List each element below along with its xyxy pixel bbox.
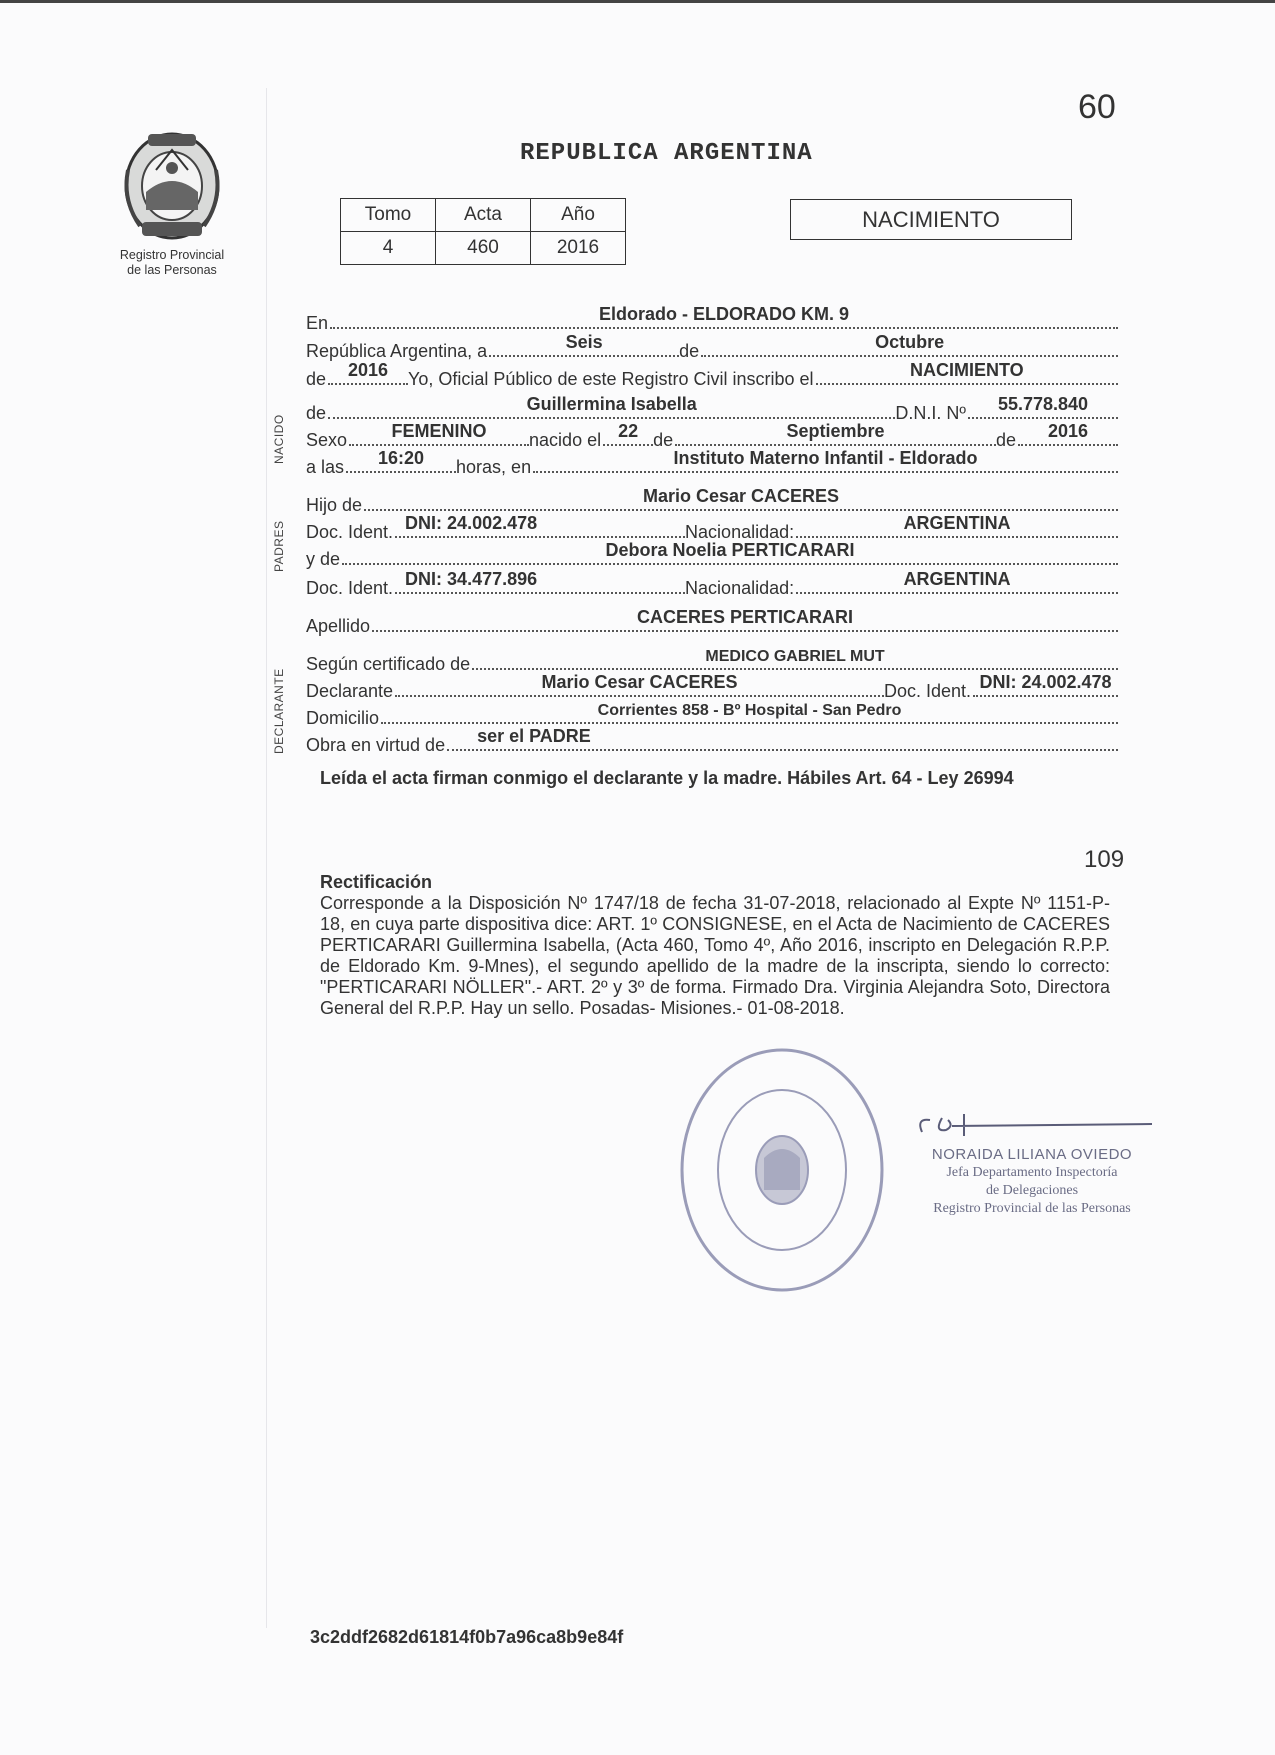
signatory-org: Registro Provincial de las Personas	[933, 1201, 1131, 1216]
field-label: Doc. Ident.	[306, 578, 394, 598]
field-hora	[306, 448, 1118, 478]
side-label-declarante: DECLARANTE	[272, 668, 286, 754]
field-value: MEDICO GABRIEL MUT	[705, 648, 885, 665]
field-value: Eldorado - ELDORADO KM. 9	[599, 304, 850, 324]
field-label: Yo, Oficial Público de este Registro Civil inscribo el	[408, 369, 814, 389]
field-value: 2016	[1047, 421, 1089, 441]
registry-logo	[112, 130, 232, 278]
field-label: de	[306, 369, 327, 389]
page-title: REPUBLICA ARGENTINA	[520, 140, 813, 167]
table-value-row	[341, 232, 626, 265]
field-value: Seis	[565, 332, 603, 352]
official-stamp	[672, 1040, 892, 1305]
field-value: NACIMIENTO	[909, 360, 1024, 380]
provincia-misiones-seal-icon	[120, 130, 224, 242]
field-label: En	[306, 313, 329, 333]
side-label-nacido: NACIDO	[272, 414, 286, 464]
field-value: Mario Cesar CACERES	[642, 486, 840, 506]
field-label: Doc. Ident.	[306, 522, 394, 542]
field-value: Octubre	[875, 332, 945, 352]
field-value: FEMENINO	[391, 421, 487, 441]
field-domicilio	[306, 702, 1118, 729]
rectificacion-text: Corresponde a la Disposición Nº 1747/18 de fecha 31-07-2018, relacionado al Expte Nº 1151-P-18, en cuya parte dispositiva dice: ART. 1º CONSIGNESE, en el Acta de Nacimiento de CACERES PERTICARARI Guillermina Isabella, (Acta 460, Tomo 4º, Año 2016, inscripto en Delegación R.P.P. de Eldorado Km. 9-Mnes), el segundo apellido de la madre de la inscripta, siendo lo correcto: "PERTICARARI NÖLLER".- ART. 2º y 3º de forma. Firmado Dra. Virginia Alejandra Soto, Directora General del R.P.P. Hay un sello. Posadas- Misiones.- 01-08-2018.	[320, 893, 1110, 1018]
field-label: y de	[306, 549, 341, 569]
field-label: Nacionalidad:	[685, 578, 795, 598]
field-label: horas, en	[456, 457, 532, 477]
header-acta: Acta	[436, 199, 531, 232]
margin-rule	[266, 88, 267, 1628]
header-anio: Año	[531, 199, 626, 232]
field-madre	[306, 540, 1118, 570]
field-label: de	[306, 403, 327, 423]
field-fecha	[306, 332, 1118, 362]
field-value: DNI: 34.477.896	[405, 569, 538, 589]
logo-caption	[112, 248, 232, 278]
field-label: Nacionalidad:	[685, 522, 795, 542]
handwritten-signature-icon	[912, 1112, 1152, 1142]
signatory-name: NORAIDA LILIANA OVIEDO	[931, 1146, 1133, 1163]
page-number-secondary: 109	[1084, 846, 1125, 873]
field-label: Según certificado de	[306, 654, 471, 674]
field-declarante	[306, 672, 1118, 702]
field-value: Debora Noelia PERTICARARI	[605, 540, 855, 560]
field-value: CACERES PERTICARARI	[637, 607, 854, 627]
field-value: 16:20	[378, 448, 425, 468]
field-en	[306, 304, 1118, 334]
document-hash: 3c2ddf2682d61814f0b7a96ca8b9e84f	[310, 1627, 624, 1647]
field-label: República Argentina, a	[306, 341, 488, 361]
field-value: Corrientes 858 - Bº Hospital - San Pedro	[597, 702, 902, 719]
field-label: de	[679, 341, 700, 361]
field-label: Declarante	[306, 681, 394, 701]
value-anio: 2016	[531, 232, 626, 265]
field-label: Obra en virtud de	[306, 735, 446, 755]
field-value: ARGENTINA	[903, 513, 1011, 533]
side-label-padres: PADRES	[272, 520, 286, 572]
record-type-box: NACIMIENTO	[790, 199, 1072, 240]
field-value: ARGENTINA	[903, 569, 1011, 589]
field-label: D.N.I. Nº	[895, 403, 966, 423]
field-label: de	[995, 430, 1016, 450]
field-value: ser el PADRE	[477, 726, 591, 746]
scan-edge	[0, 0, 1275, 3]
field-apellido	[306, 607, 1118, 637]
logo-caption-line1: Registro Provincial	[119, 248, 225, 262]
signature-block	[912, 1112, 1152, 1218]
field-value: 2016	[348, 360, 389, 380]
signatory-dept: de Delegaciones	[985, 1183, 1079, 1198]
field-value: 55.778.840	[997, 394, 1089, 414]
field-value: 22	[618, 421, 639, 441]
logo-caption-line2: de las Personas	[127, 263, 217, 277]
field-value: Mario Cesar CACERES	[541, 672, 738, 692]
value-acta: 460	[436, 232, 531, 265]
page-number: 60	[1078, 88, 1116, 126]
field-label: de	[653, 430, 674, 450]
field-label: Sexo	[306, 430, 348, 450]
field-obra	[306, 726, 1118, 756]
value-tomo: 4	[341, 232, 436, 265]
field-label: Domicilio	[306, 708, 380, 728]
field-label: a las	[306, 457, 345, 477]
field-label: Doc. Ident.	[883, 681, 971, 701]
field-doc-madre	[306, 569, 1118, 599]
field-inscribo	[306, 360, 1118, 390]
field-value: DNI: 24.002.478	[405, 513, 538, 533]
field-label: nacido el	[529, 430, 602, 450]
registry-stamp-icon	[672, 1040, 892, 1300]
table-header-row	[341, 199, 626, 232]
registry-table	[340, 198, 626, 265]
closing-text: Leída el acta firman conmigo el declarante y la madre. Hábiles Art. 64 - Ley 26994	[320, 768, 1014, 788]
rectificacion-title: Rectificación	[320, 872, 433, 892]
field-value: DNI: 24.002.478	[979, 672, 1112, 692]
header-tomo: Tomo	[341, 199, 436, 232]
field-value: Instituto Materno Infantil - Eldorado	[673, 448, 978, 468]
field-value: Guillermina Isabella	[526, 394, 697, 414]
field-label: Hijo de	[306, 495, 363, 515]
field-label: Apellido	[306, 616, 371, 636]
signatory-title: Jefa Departamento Inspectoría	[946, 1165, 1118, 1180]
field-value: Septiembre	[786, 421, 885, 441]
